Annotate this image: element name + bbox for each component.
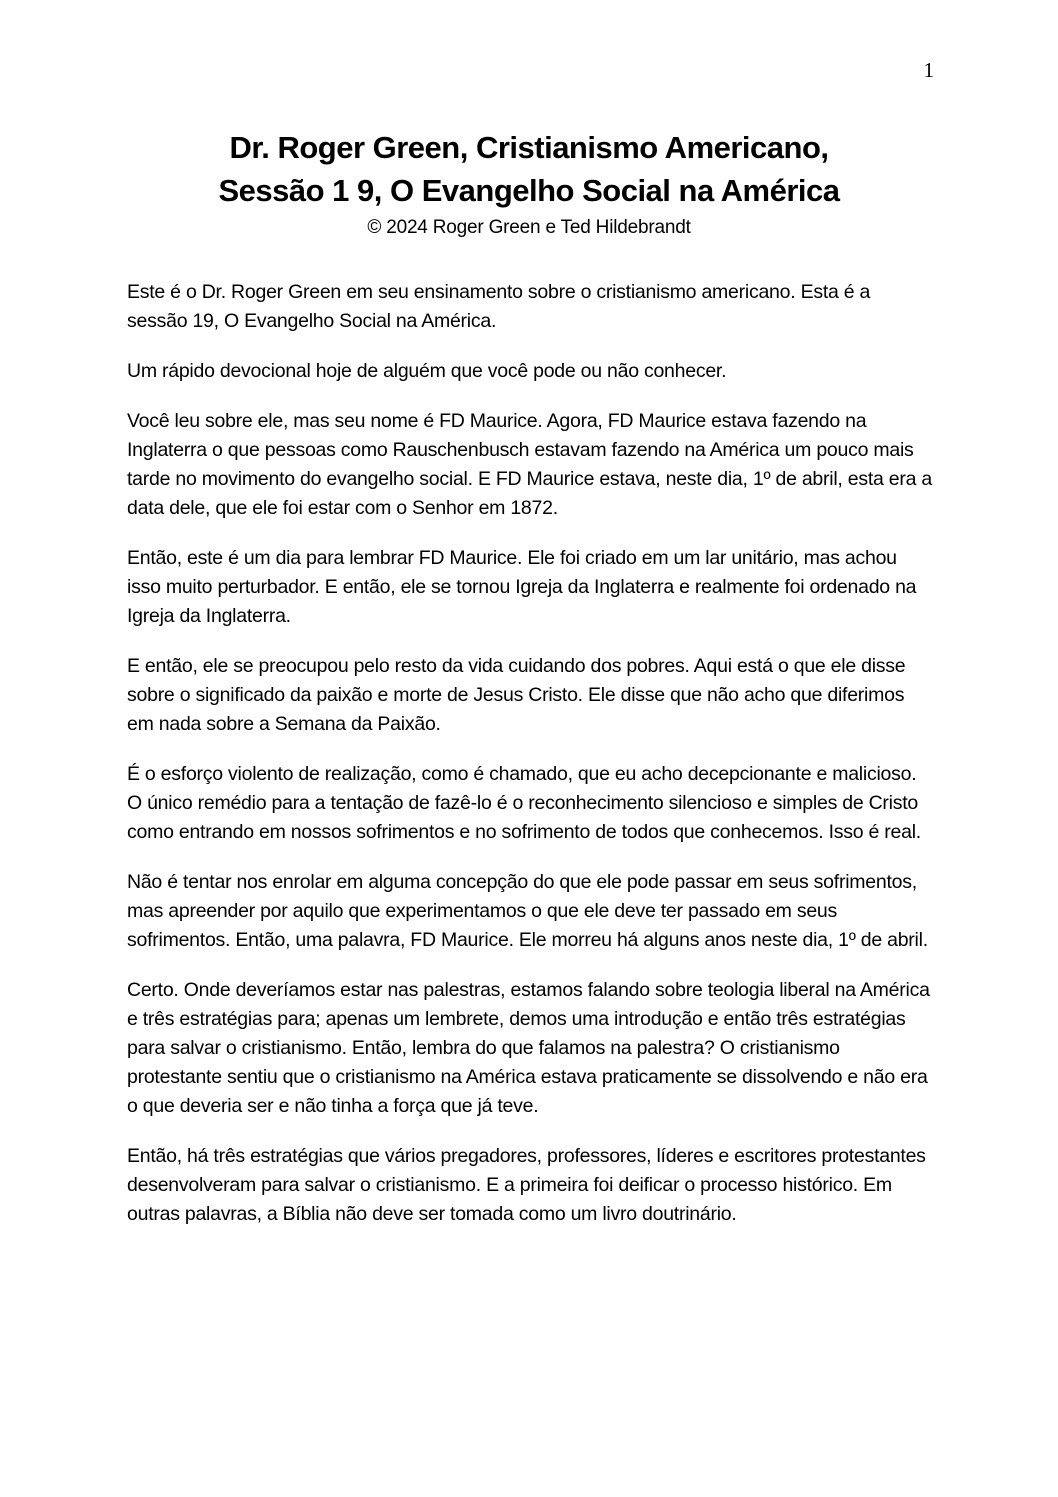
paragraph: Então, este é um dia para lembrar FD Maurice. Ele foi criado em um lar unitário, mas achou isso muito perturbador. E então, ele se tornou Igreja da Inglaterra e realmente foi ordenado na Igreja da Inglaterra. (127, 547, 917, 627)
document-body (127, 278, 933, 1229)
document-header (0, 0, 1058, 241)
document-title (0, 126, 1058, 212)
paragraph: Um rápido devocional hoje de alguém que você pode ou não conhecer. (127, 360, 727, 382)
copyright-line: © 2024 Roger Green e Ted Hildebrandt (367, 217, 691, 238)
title-line-1: Dr. Roger Green, Cristianismo Americano, (229, 130, 829, 165)
paragraph: Não é tentar nos enrolar em alguma concepção do que ele pode passar em seus sofrimentos, mas apreender por aquilo que experimentamos o que ele deve ter passado em seus sofrimentos. Então, uma palavra, FD Maurice. Ele morreu há alguns anos neste dia, 1º de abril. (127, 871, 928, 951)
paragraph: Este é o Dr. Roger Green em seu ensinamento sobre o cristianismo americano. Esta é a sessão 19, O Evangelho Social na América. (127, 281, 871, 332)
title-line-2: Sessão 1 9, O Evangelho Social na América (218, 173, 840, 208)
paragraph: É o esforço violento de realização, como é chamado, que eu acho decepcionante e malicioso. O único remédio para a tentação de fazê-lo é o reconhecimento silencioso e simples de Cristo como entrando em nossos sofrimentos e no sofrimento de todos que conhecemos. Isso é real. (127, 763, 921, 843)
page-number: 1 (923, 58, 934, 82)
paragraph: Você leu sobre ele, mas seu nome é FD Maurice. Agora, FD Maurice estava fazendo na Inglaterra o que pessoas como Rauschenbusch estavam fazendo na América um pouco mais tarde no movimento do evangelho social. E FD Maurice estava, neste dia, 1º de abril, esta era a data dele, que ele foi estar com o Senhor em 1872. (127, 410, 932, 519)
paragraph: E então, ele se preocupou pelo resto da vida cuidando dos pobres. Aqui está o que ele disse sobre o significado da paixão e morte de Jesus Cristo. Ele disse que não acho que diferimos em nada sobre a Semana da Paixão. (127, 655, 906, 735)
paragraph: Então, há três estratégias que vários pregadores, professores, líderes e escritores protestantes desenvolveram para salvar o cristianismo. E a primeira foi deificar o processo histórico. Em outras palavras, a Bíblia não deve ser tomada como um livro doutrinário. (127, 1145, 926, 1225)
paragraph: Certo. Onde deveríamos estar nas palestras, estamos falando sobre teologia liberal na América e três estratégias para; apenas um lembrete, demos uma introdução e então três estratégias para salvar o cristianismo. Então, lembra do que falamos na palestra? O cristianismo protestante sentiu que o cristianismo na América estava praticamente se dissolvendo e não era o que deveria ser e não tinha a força que já teve. (127, 979, 930, 1117)
